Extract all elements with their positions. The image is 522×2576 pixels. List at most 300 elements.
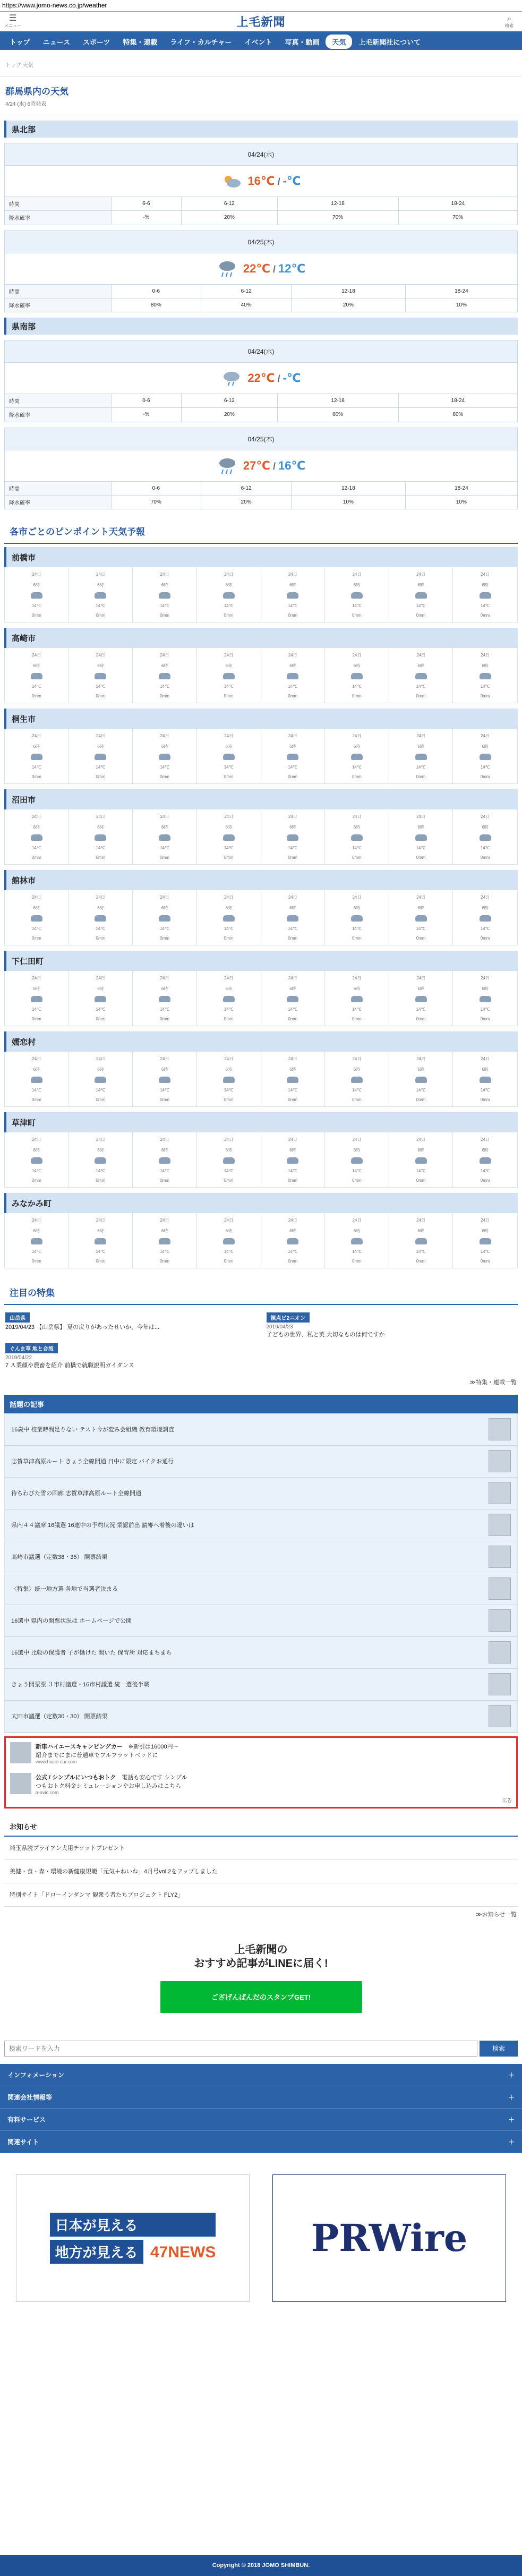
- city-forecast-cell: [261, 567, 326, 622]
- cloud-icon: [95, 1238, 106, 1244]
- cell-time: 6時: [289, 986, 296, 991]
- cell-rain: 0mm: [288, 935, 298, 941]
- time-cell: 0-6: [111, 394, 182, 408]
- cell-rain: 0mm: [288, 693, 298, 698]
- rain-cell: 60%: [398, 408, 517, 422]
- cloud-icon: [31, 1157, 42, 1164]
- cell-temp: 14℃: [96, 684, 106, 689]
- cloud-icon: [287, 592, 298, 599]
- news-item[interactable]: [5, 1701, 517, 1733]
- cell-time: 6時: [97, 986, 104, 991]
- notice-item[interactable]: 特別サイト「ドローインダンマ 観衆う者たちプロジェクト FLY2」: [4, 1883, 518, 1907]
- city-forecast-cell: [197, 1132, 261, 1187]
- time-cell: 12-18: [292, 284, 406, 298]
- footer-menu: [0, 2064, 522, 2153]
- news-title: 16選中 県内の開票状況は ホームページで公開: [11, 1618, 132, 1625]
- cloud-icon: [223, 592, 235, 599]
- forecast-date: 04/25(木): [5, 231, 517, 253]
- plus-icon: ＋: [508, 2071, 515, 2079]
- cell-rain: 0mm: [224, 612, 234, 618]
- news-thumbnail: [489, 1705, 511, 1727]
- notice-item[interactable]: 美健・食・森・環境の新健康規範「元気＋ねいね」4月号vol.2をアップしました: [4, 1860, 518, 1883]
- city-forecast-cell: [69, 729, 133, 783]
- city-forecast-cell: [5, 1132, 69, 1187]
- news-title: 待ちわびた雪の回廊 志賀草津高原ルート全線開通: [11, 1490, 142, 1497]
- nav-features[interactable]: 特集・連載: [123, 38, 158, 46]
- news-thumbnail: [489, 1641, 511, 1664]
- news-item[interactable]: [5, 1414, 517, 1446]
- cell-rain: 0mm: [288, 774, 298, 779]
- cell-time: 6時: [482, 663, 489, 668]
- rain-cell: 20%: [292, 298, 406, 312]
- cell-rain: 0mm: [416, 1178, 426, 1183]
- city-forecast: [4, 1112, 518, 1188]
- news-item[interactable]: [5, 1669, 517, 1701]
- cell-temp: 14℃: [160, 684, 169, 689]
- cell-day: 24日: [352, 1137, 362, 1142]
- cell-rain: 0mm: [160, 1097, 169, 1102]
- cell-time: 6時: [289, 1147, 296, 1153]
- cell-day: 24日: [160, 1218, 169, 1223]
- banner-prwire[interactable]: [272, 2174, 506, 2302]
- cell-time: 6時: [353, 986, 361, 991]
- cell-day: 24日: [481, 814, 490, 820]
- ad-title: 新車ハイエースキャンピングカー: [36, 1743, 123, 1750]
- news-thumbnail: [489, 1418, 511, 1440]
- cell-temp: 14℃: [31, 1007, 41, 1012]
- cloud-icon: [95, 673, 106, 679]
- cloud-icon: [223, 1238, 235, 1244]
- hamburger-icon: ☰: [8, 14, 17, 23]
- city-forecast-cell: [453, 809, 517, 864]
- news-list: [4, 1413, 518, 1733]
- footer-menu-label: 関連会社情報等: [7, 2093, 53, 2101]
- rain-table: [5, 481, 517, 509]
- nav-sports[interactable]: スポーツ: [82, 38, 110, 46]
- menu-button[interactable]: [3, 14, 22, 29]
- cell-day: 24日: [416, 814, 426, 820]
- rain-cell: 60%: [277, 408, 398, 422]
- news-item[interactable]: [5, 1573, 517, 1605]
- cell-day: 24日: [352, 733, 362, 739]
- ad-item[interactable]: [10, 1773, 512, 1799]
- city-forecast-cell: [325, 1052, 389, 1106]
- cell-rain: 0mm: [224, 693, 234, 698]
- cloud-icon: [480, 1077, 491, 1083]
- cell-time: 6時: [289, 1228, 296, 1233]
- cell-temp: 14℃: [416, 1088, 426, 1093]
- cell-day: 24日: [224, 572, 234, 577]
- cell-time: 6時: [482, 744, 489, 749]
- news-item[interactable]: [5, 1446, 517, 1478]
- cell-rain: 0mm: [416, 1097, 426, 1102]
- cell-day: 24日: [416, 976, 426, 981]
- cell-temp: 14℃: [31, 603, 41, 609]
- cloud-icon: [480, 592, 491, 599]
- nav-about[interactable]: 上毛新聞社について: [358, 38, 421, 46]
- plus-icon: ＋: [508, 2116, 515, 2123]
- cell-rain: 0mm: [352, 1097, 362, 1102]
- cell-rain: 0mm: [416, 855, 426, 860]
- time-label: 時間: [5, 197, 111, 211]
- city-forecast: [4, 870, 518, 945]
- cell-temp: 14℃: [96, 1088, 106, 1093]
- rain-cell: -%: [111, 408, 182, 422]
- city-forecast: [4, 1193, 518, 1268]
- city-forecast-cell: [133, 1052, 197, 1106]
- rain-label: 降水確率: [5, 298, 111, 312]
- cell-temp: 14℃: [352, 765, 362, 770]
- cell-temp: 14℃: [480, 846, 490, 851]
- cell-time: 6時: [161, 582, 168, 587]
- features-list: [0, 1343, 522, 1374]
- cell-time: 6時: [225, 905, 232, 910]
- ad-source: a-avic.com: [36, 1789, 59, 1795]
- line-promo-title: [160, 1943, 362, 1971]
- cell-time: 6時: [417, 986, 424, 991]
- city-forecast-cell: [5, 729, 69, 783]
- cloud-icon: [415, 834, 427, 841]
- cloud-icon: [159, 1077, 170, 1083]
- cell-day: 24日: [32, 895, 41, 900]
- footer-menu-item[interactable]: [0, 2086, 522, 2109]
- city-forecast: [4, 709, 518, 784]
- time-cell: 6-6: [111, 197, 182, 211]
- rain-label: 降水確率: [5, 408, 111, 422]
- cell-time: 6時: [353, 1147, 361, 1153]
- city-forecast-cell: [133, 971, 197, 1026]
- city-forecast-grid: [4, 809, 518, 865]
- cell-day: 24日: [288, 895, 297, 900]
- time-cell: 12-18: [277, 394, 398, 408]
- cell-rain: 0mm: [480, 693, 490, 698]
- city-name: 嬬恋村: [4, 1031, 518, 1052]
- forecast-day-card: [4, 340, 518, 422]
- cell-time: 6時: [482, 1228, 489, 1233]
- cell-rain: 0mm: [96, 855, 106, 860]
- city-forecast-cell: [133, 809, 197, 864]
- city-forecast-cell: [5, 648, 69, 703]
- url-text: https://www.jomo-news.co.jp/weather: [2, 2, 107, 9]
- line-stamp-button[interactable]: ござげんぱんだのスタンプGET!: [160, 1981, 362, 2013]
- cell-day: 24日: [96, 733, 105, 739]
- city-forecast-cell: [325, 567, 389, 622]
- time-cell: 0-6: [111, 284, 201, 298]
- city-name: 館林市: [4, 870, 518, 890]
- cell-temp: 14℃: [352, 1168, 362, 1174]
- city-forecast-list: [0, 547, 522, 1268]
- city-forecast-cell: [133, 729, 197, 783]
- cell-time: 6時: [353, 744, 361, 749]
- city-forecast-cell: [389, 1052, 453, 1106]
- cell-day: 24日: [160, 976, 169, 981]
- cell-time: 6時: [161, 824, 168, 830]
- cell-rain: 0mm: [352, 1258, 362, 1264]
- cell-time: 6時: [161, 1228, 168, 1233]
- features-list: [0, 1308, 522, 1343]
- pinpoint-heading: 各市ごとのピンポイント天気予報: [4, 515, 518, 544]
- city-forecast: [4, 789, 518, 865]
- city-forecast-cell: [389, 567, 453, 622]
- cell-time: 6時: [33, 582, 40, 587]
- nav-news[interactable]: ニュース: [42, 38, 70, 46]
- cell-time: 6時: [417, 824, 424, 830]
- site-header: [0, 12, 522, 33]
- city-forecast-cell: [69, 1213, 133, 1268]
- cloud-icon: [223, 754, 235, 760]
- cell-day: 24日: [481, 1137, 490, 1142]
- cell-rain: 0mm: [96, 1178, 106, 1183]
- cell-rain: 0mm: [160, 774, 169, 779]
- cell-rain: 0mm: [352, 855, 362, 860]
- cloud-icon: [95, 996, 106, 1002]
- cell-time: 6時: [97, 663, 104, 668]
- search-input[interactable]: [4, 2041, 477, 2057]
- cell-rain: 0mm: [224, 935, 234, 941]
- cell-day: 24日: [32, 653, 41, 658]
- notice-more-link[interactable]: ≫お知らせ一覧: [475, 1911, 517, 1918]
- cloud-icon: [95, 834, 106, 841]
- cloud-icon: [287, 915, 298, 922]
- time-cell: 18-24: [398, 394, 517, 408]
- cloud-icon: [480, 1157, 491, 1164]
- cell-day: 24日: [160, 814, 169, 820]
- page-title: 群馬県内の天気: [5, 87, 69, 97]
- main-nav: [0, 33, 522, 50]
- cloud-icon: [95, 915, 106, 922]
- cell-temp: 14℃: [352, 846, 362, 851]
- nav-events[interactable]: イベント: [244, 38, 272, 46]
- rain-cell: 10%: [292, 495, 406, 509]
- news-heading: 話題の記事: [4, 1395, 518, 1413]
- banner-47news-line1: 日本が見える: [50, 2213, 216, 2237]
- cloud-icon: [31, 1238, 42, 1244]
- nav-life[interactable]: ライフ・カルチャー: [170, 38, 232, 46]
- cell-temp: 14℃: [288, 765, 298, 770]
- cell-rain: 0mm: [416, 1258, 426, 1264]
- cloud-icon: [415, 673, 427, 679]
- cloud-icon: [351, 1238, 363, 1244]
- feature-date: 2019/04/23: [266, 1324, 293, 1330]
- city-forecast-cell: [325, 648, 389, 703]
- cell-rain: 0mm: [160, 855, 169, 860]
- cell-rain: 0mm: [352, 1016, 362, 1021]
- city-forecast-cell: [325, 1132, 389, 1187]
- city-forecast-cell: [197, 729, 261, 783]
- city-forecast-cell: [69, 971, 133, 1026]
- cloud-icon: [415, 1238, 427, 1244]
- cell-time: 6時: [289, 824, 296, 830]
- cell-temp: 14℃: [31, 684, 41, 689]
- news-item[interactable]: [5, 1637, 517, 1669]
- temp-high: 22℃: [243, 261, 270, 275]
- city-forecast-cell: [69, 890, 133, 945]
- cell-time: 6時: [353, 1228, 361, 1233]
- news-title: 〈特集〉統一地方選 各地で当選者決まる: [11, 1586, 118, 1593]
- city-forecast-cell: [5, 971, 69, 1026]
- city-forecast-cell: [69, 1052, 133, 1106]
- forecast-day-card: [4, 231, 518, 313]
- cell-time: 6時: [353, 663, 361, 668]
- cell-rain: 0mm: [288, 1016, 298, 1021]
- cell-rain: 0mm: [352, 612, 362, 618]
- cell-temp: 14℃: [288, 603, 298, 609]
- search-icon: ⌕: [507, 14, 512, 23]
- rain-cloud-icon: [217, 457, 238, 475]
- feature-tag: 親点ビ2ニオン: [267, 1312, 310, 1323]
- cell-temp: 14℃: [224, 603, 234, 609]
- nav-weather[interactable]: 天気: [326, 35, 352, 49]
- cell-time: 6時: [161, 663, 168, 668]
- time-cell: 6-12: [201, 284, 292, 298]
- city-forecast-cell: [453, 1052, 517, 1106]
- nav-top[interactable]: トップ: [10, 38, 30, 46]
- city-forecast-cell: [133, 648, 197, 703]
- temp-low: -℃: [283, 174, 301, 187]
- time-label: 時間: [5, 394, 111, 408]
- search-submit-button[interactable]: 検索: [480, 2041, 518, 2057]
- cell-day: 24日: [96, 1218, 105, 1223]
- cell-day: 24日: [224, 976, 234, 981]
- cell-time: 6時: [225, 1067, 232, 1072]
- site-logo[interactable]: 上毛新聞: [236, 15, 286, 29]
- cell-day: 24日: [481, 1056, 490, 1062]
- city-forecast-cell: [197, 567, 261, 622]
- rain-cell: 70%: [111, 495, 201, 509]
- footer-menu-item[interactable]: [0, 2064, 522, 2086]
- cell-temp: 14℃: [352, 1249, 362, 1255]
- search-button[interactable]: [500, 15, 519, 29]
- cell-day: 24日: [160, 1137, 169, 1142]
- features-more-link[interactable]: ≫特集・連載一覧: [469, 1379, 517, 1386]
- cell-temp: 14℃: [416, 765, 426, 770]
- city-forecast-cell: [5, 1213, 69, 1268]
- cloud-icon: [31, 592, 42, 599]
- cell-temp: 14℃: [416, 684, 426, 689]
- cell-day: 24日: [224, 1218, 234, 1223]
- cell-rain: 0mm: [480, 1178, 490, 1183]
- cloud-icon: [351, 592, 363, 599]
- footer-menu-item[interactable]: [0, 2109, 522, 2131]
- news-item[interactable]: [5, 1541, 517, 1573]
- cell-rain: 0mm: [480, 1097, 490, 1102]
- line-promo-title-2: おすすめ記事がLINEに届く!: [194, 1957, 328, 1969]
- feature-text: 子どもの世界、私と英 大切なものは何ですか: [266, 1332, 385, 1338]
- cloud-icon: [351, 1157, 363, 1164]
- cell-rain: 0mm: [480, 935, 490, 941]
- cloud-icon: [159, 673, 170, 679]
- feature-item[interactable]: [267, 1312, 517, 1339]
- cell-rain: 0mm: [480, 1016, 490, 1021]
- cell-time: 6時: [417, 905, 424, 910]
- plus-icon: ＋: [508, 2093, 515, 2101]
- city-forecast-cell: [389, 809, 453, 864]
- breadcrumb[interactable]: トップ 天気: [0, 53, 522, 76]
- city-forecast-cell: [389, 648, 453, 703]
- cell-day: 24日: [481, 895, 490, 900]
- line-promo-title-1: 上毛新聞の: [234, 1943, 288, 1956]
- cell-day: 24日: [352, 1056, 362, 1062]
- plus-icon: ＋: [508, 2138, 515, 2146]
- forecast-main: 22℃ / -℃: [5, 363, 517, 394]
- cell-time: 6時: [97, 1067, 104, 1072]
- cell-time: 6時: [289, 582, 296, 587]
- cell-day: 24日: [481, 1218, 490, 1223]
- ad-price: ※新引は16000円〜: [128, 1743, 179, 1750]
- nav-photo[interactable]: 写真・動画: [285, 38, 320, 46]
- footer-menu-item[interactable]: [0, 2131, 522, 2153]
- rain-table: [5, 284, 517, 312]
- banner-47news[interactable]: [16, 2174, 250, 2302]
- city-name: 桐生市: [4, 709, 518, 729]
- cell-temp: 14℃: [352, 1088, 362, 1093]
- url-bar[interactable]: [0, 0, 522, 12]
- cell-rain: 0mm: [352, 774, 362, 779]
- cell-rain: 0mm: [224, 855, 234, 860]
- cell-time: 6時: [225, 663, 232, 668]
- cell-day: 24日: [416, 1056, 426, 1062]
- news-item[interactable]: [5, 1605, 517, 1637]
- cell-rain: 0mm: [224, 1016, 234, 1021]
- cell-time: 6時: [97, 582, 104, 587]
- cell-day: 24日: [352, 653, 362, 658]
- city-name: 草津町: [4, 1112, 518, 1132]
- city-forecast-cell: [389, 890, 453, 945]
- feature-item[interactable]: [5, 1343, 256, 1370]
- ad-item[interactable]: [10, 1742, 512, 1769]
- cloud-icon: [223, 1077, 235, 1083]
- cell-time: 6時: [289, 905, 296, 910]
- cell-rain: 0mm: [31, 855, 41, 860]
- news-item[interactable]: [5, 1478, 517, 1509]
- notice-item[interactable]: 埼玉県読プライアン犬用チケットプレゼント: [4, 1837, 518, 1860]
- cell-temp: 14℃: [96, 765, 106, 770]
- cell-temp: 14℃: [160, 1088, 169, 1093]
- city-forecast-cell: [453, 729, 517, 783]
- cell-time: 6時: [482, 1147, 489, 1153]
- city-forecast-cell: [453, 1132, 517, 1187]
- cell-temp: 14℃: [480, 1168, 490, 1174]
- news-item[interactable]: [5, 1509, 517, 1541]
- banner-area: [0, 2153, 522, 2302]
- cell-day: 24日: [224, 653, 234, 658]
- cloud-icon: [159, 834, 170, 841]
- cell-day: 24日: [288, 653, 297, 658]
- cell-rain: 0mm: [31, 1097, 41, 1102]
- cell-time: 6時: [161, 1067, 168, 1072]
- cloud-icon: [31, 834, 42, 841]
- cell-time: 6時: [482, 986, 489, 991]
- features-heading: 注目の特集: [4, 1276, 518, 1305]
- cell-time: 6時: [289, 1067, 296, 1072]
- news-title: 16歳中 校業時間足りない テスト今が変み会組織 教育環境調査: [11, 1427, 174, 1434]
- cell-time: 6時: [225, 744, 232, 749]
- cell-time: 6時: [97, 824, 104, 830]
- feature-item[interactable]: [5, 1312, 256, 1339]
- cell-temp: 14℃: [352, 684, 362, 689]
- city-forecast-cell: [197, 1052, 261, 1106]
- ad-box: [4, 1736, 518, 1809]
- cell-rain: 0mm: [31, 935, 41, 941]
- notice-title: お知らせ: [10, 1822, 37, 1831]
- time-cell: 18-24: [405, 284, 517, 298]
- cloud-icon: [31, 673, 42, 679]
- city-forecast-grid: [4, 1132, 518, 1188]
- cell-temp: 14℃: [224, 1168, 234, 1174]
- cloud-icon: [480, 673, 491, 679]
- cloud-icon: [480, 996, 491, 1002]
- cloud-icon: [415, 592, 427, 599]
